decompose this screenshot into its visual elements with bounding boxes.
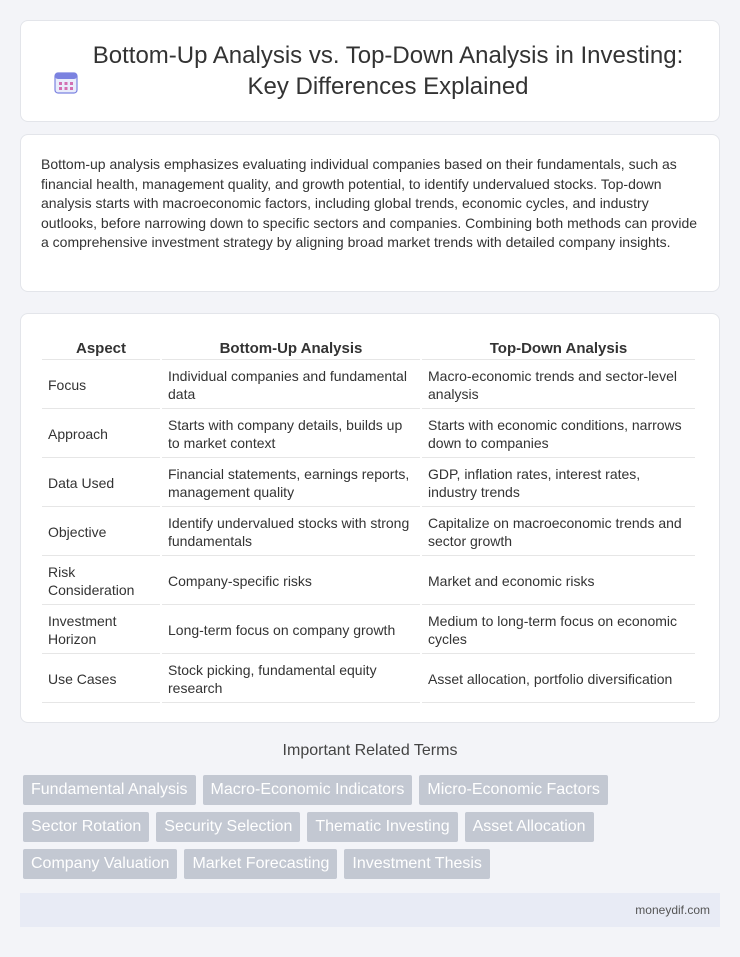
cell-bottom-up: Company-specific risks xyxy=(162,558,420,605)
cell-top-down: Medium to long-term focus on economic cycles xyxy=(422,607,695,654)
cell-aspect: Risk Consideration xyxy=(42,558,160,605)
tag-investment-thesis[interactable]: Investment Thesis xyxy=(344,849,490,879)
footer xyxy=(20,893,720,927)
tag-row xyxy=(23,775,723,805)
calendar-icon xyxy=(52,68,80,96)
intro-paragraph: Bottom-up analysis emphasizes evaluating individual companies based on their fundamentals, such as financial health, management quality, and growth potential, to identify undervalued stocks. Top-down analysis starts with macroeconomic factors, including global trends, economic cycles, and industry outlooks, before narrowing down to specific sectors and companies. Combining both methods can provide a comprehensive investment strategy by aligning broad market trends with detailed company insights. xyxy=(41,156,698,251)
cell-top-down: Starts with economic conditions, narrows down to companies xyxy=(422,411,695,458)
page-title: Bottom-Up Analysis vs. Top-Down Analysis in Investing: Key Differences Explained xyxy=(92,42,684,100)
table-row xyxy=(42,362,695,409)
tag-sector-rotation[interactable]: Sector Rotation xyxy=(23,812,149,842)
tag-market-forecasting[interactable]: Market Forecasting xyxy=(184,849,337,879)
cell-bottom-up: Identify undervalued stocks with strong fundamentals xyxy=(162,509,420,556)
intro-card xyxy=(20,134,720,292)
tag-micro-economic-factors[interactable]: Micro-Economic Factors xyxy=(419,775,607,805)
title-card xyxy=(20,20,720,122)
table-header-row xyxy=(42,336,695,360)
tag-fundamental-analysis[interactable]: Fundamental Analysis xyxy=(23,775,196,805)
cell-aspect: Investment Horizon xyxy=(42,607,160,654)
cell-top-down: Macro-economic trends and sector-level analysis xyxy=(422,362,695,409)
cell-bottom-up: Stock picking, fundamental equity research xyxy=(162,656,420,703)
header-bottom-up: Bottom-Up Analysis xyxy=(162,336,420,360)
table-row xyxy=(42,558,695,605)
cell-aspect: Focus xyxy=(42,362,160,409)
comparison-table-card xyxy=(20,313,720,723)
related-terms-list xyxy=(23,775,723,886)
cell-aspect: Approach xyxy=(42,411,160,458)
cell-bottom-up: Starts with company details, builds up to market context xyxy=(162,411,420,458)
cell-bottom-up: Individual companies and fundamental data xyxy=(162,362,420,409)
footer-site-link[interactable]: moneydif.com xyxy=(635,903,710,917)
tag-row xyxy=(23,812,723,842)
table-row xyxy=(42,656,695,703)
table-row xyxy=(42,411,695,458)
cell-bottom-up: Long-term focus on company growth xyxy=(162,607,420,654)
cell-top-down: Market and economic risks xyxy=(422,558,695,605)
cell-aspect: Use Cases xyxy=(42,656,160,703)
cell-aspect: Objective xyxy=(42,509,160,556)
cell-bottom-up: Financial statements, earnings reports, management quality xyxy=(162,460,420,507)
cell-top-down: Capitalize on macroeconomic trends and sector growth xyxy=(422,509,695,556)
related-terms-title: Important Related Terms xyxy=(282,742,458,759)
comparison-table xyxy=(40,334,697,705)
tag-security-selection[interactable]: Security Selection xyxy=(156,812,300,842)
tag-asset-allocation[interactable]: Asset Allocation xyxy=(465,812,594,842)
cell-top-down: Asset allocation, portfolio diversification xyxy=(422,656,695,703)
tag-row xyxy=(23,849,723,879)
tag-macro-economic-indicators[interactable]: Macro-Economic Indicators xyxy=(203,775,413,805)
table-row xyxy=(42,607,695,654)
table-row xyxy=(42,460,695,507)
table-row xyxy=(42,509,695,556)
header-top-down: Top-Down Analysis xyxy=(422,336,695,360)
cell-aspect: Data Used xyxy=(42,460,160,507)
header-aspect: Aspect xyxy=(42,336,160,360)
cell-top-down: GDP, inflation rates, interest rates, industry trends xyxy=(422,460,695,507)
tag-thematic-investing[interactable]: Thematic Investing xyxy=(307,812,457,842)
tag-company-valuation[interactable]: Company Valuation xyxy=(23,849,177,879)
